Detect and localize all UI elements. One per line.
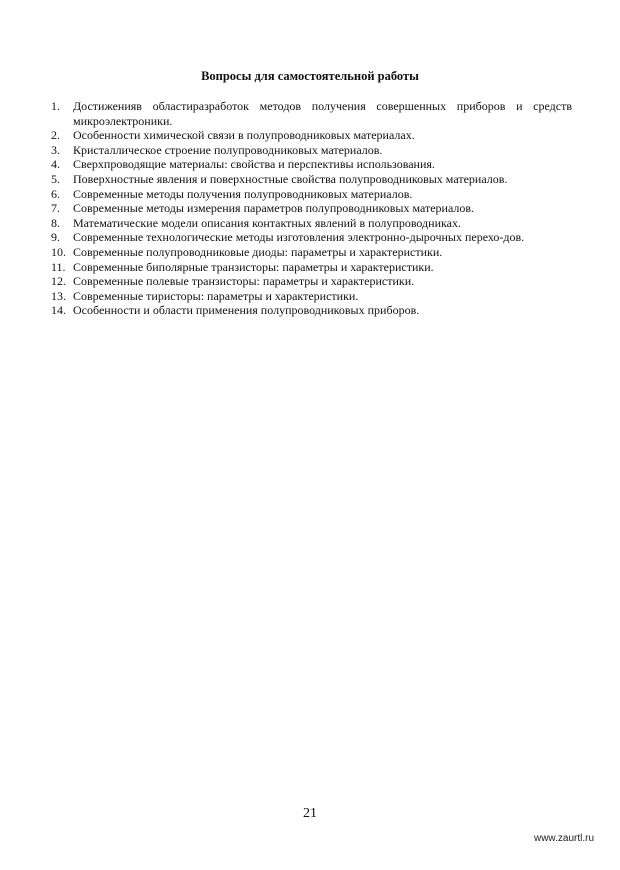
item-text: Сверхпроводящие материалы: свойства и перспективы использования. <box>73 157 435 172</box>
list-item <box>51 303 572 318</box>
item-text: Современные технологические методы изготовления электронно-дырочных перехо-дов. <box>73 230 525 245</box>
item-text: Современные биполярные транзисторы: параметры и характеристики. <box>73 259 434 274</box>
item-number: 8. <box>51 215 60 230</box>
item-number: 6. <box>51 186 60 201</box>
list-item <box>51 216 572 231</box>
page-title: Вопросы для самостоятельной работы <box>201 69 419 83</box>
list-item <box>51 128 572 143</box>
questions-list <box>51 99 572 318</box>
list-item <box>51 230 572 245</box>
item-number: 1. <box>51 99 60 113</box>
list-item <box>51 260 572 275</box>
item-text: Математические модели описания контактных явлений в полупроводниках. <box>73 215 461 230</box>
item-number: 14. <box>51 303 66 318</box>
item-number: 5. <box>51 171 60 186</box>
item-text: Современные тиристоры: параметры и характеристики. <box>73 288 359 303</box>
item-number: 13. <box>51 288 66 303</box>
item-text: Современные методы измерения параметров полупроводниковых материалов. <box>73 201 475 216</box>
list-item <box>51 143 572 158</box>
watermark: www.zaurtl.ru <box>533 833 594 844</box>
item-text: Достиженияв областиразработок методов получения совершенных приборов и средств микроэлектроники. <box>73 99 572 128</box>
item-text: Современные полевые транзисторы: параметры и характеристики. <box>73 274 415 289</box>
list-item <box>51 187 572 202</box>
page-number: 21 <box>303 806 317 821</box>
item-text: Современные методы получения полупроводниковых материалов. <box>73 186 413 201</box>
item-text: Особенности и области применения полупроводниковых приборов. <box>73 303 420 318</box>
item-text: Особенности химической связи в полупроводниковых материалах. <box>73 128 415 143</box>
item-number: 2. <box>51 128 60 143</box>
item-number: 10. <box>51 244 66 259</box>
item-number: 9. <box>51 230 60 245</box>
list-item <box>51 245 572 260</box>
item-number: 3. <box>51 142 60 157</box>
item-text: Современные полупроводниковые диоды: параметры и характеристики. <box>73 244 443 259</box>
item-number: 12. <box>51 274 66 289</box>
item-number: 7. <box>51 201 60 216</box>
item-text: Кристаллическое строение полупроводниковых материалов. <box>73 142 383 157</box>
list-item <box>51 99 572 128</box>
list-item <box>51 289 572 304</box>
list-item <box>51 157 572 172</box>
item-number: 4. <box>51 157 60 172</box>
item-text: Поверхностные явления и поверхностные свойства полупроводниковых материалов. <box>73 171 508 186</box>
list-item <box>51 201 572 216</box>
list-item <box>51 274 572 289</box>
list-item <box>51 172 572 187</box>
item-number: 11. <box>51 259 66 274</box>
